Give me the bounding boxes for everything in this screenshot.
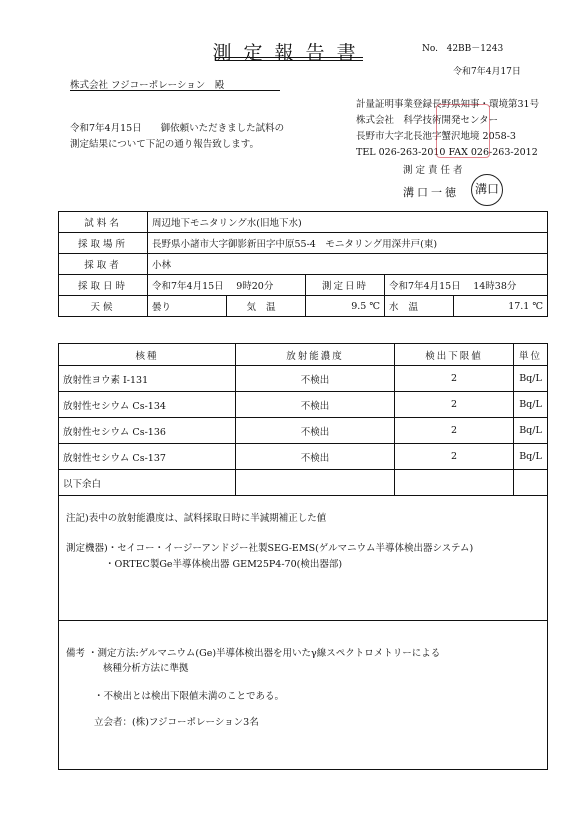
table-row <box>59 470 548 496</box>
company-name: 株式会社 科学技術開発センター <box>356 115 499 126</box>
water-temp-label: 水温 <box>385 296 454 317</box>
unit-cell: Bq/L <box>514 418 548 444</box>
sample-value: 周辺地下モニタリング水(旧地下水) <box>148 212 548 233</box>
measure-date-label: 測定日時 <box>306 275 385 296</box>
concentration-cell: 不検出 <box>236 392 395 418</box>
issue-date: 令和7年4月17日 <box>453 67 521 77</box>
column-header-unit: 単位 <box>514 344 548 366</box>
witness-line: 立会者：(株)フジコーポレーション3名 <box>94 717 259 728</box>
collector-value: 小林 <box>148 254 548 275</box>
limit-cell: 2 <box>395 444 514 470</box>
document-number-label: No. <box>422 44 438 54</box>
table-row <box>59 296 548 317</box>
limit-cell: 2 <box>395 418 514 444</box>
empty-cell <box>514 470 548 496</box>
client-name: 株式会社 フジコーポレーション 殿 <box>70 80 225 91</box>
company-phone: TEL 026-263-2010 FAX 026-263-2012 <box>356 147 538 158</box>
equipment-line: 測定機器)・セイコー・イージーアンドジー社製SEG-EMS(ゲルマニウム半導体検出器システム) <box>66 543 474 554</box>
nuclide-cell: 放射性セシウム Cs-137 <box>59 444 236 470</box>
responsible-label: 測定責任者 <box>403 165 466 176</box>
table-row <box>59 233 548 254</box>
intro-text <box>70 121 284 153</box>
unit-cell: Bq/L <box>514 392 548 418</box>
limit-cell: 2 <box>395 392 514 418</box>
nuclide-cell: 放射性ヨウ素 I-131 <box>59 366 236 392</box>
collection-date-label: 採取日時 <box>59 275 148 296</box>
results-table <box>58 343 548 496</box>
concentration-cell: 不検出 <box>236 366 395 392</box>
method-line: 核種分析方法に準拠 <box>103 663 189 674</box>
weather-label: 天候 <box>59 296 148 317</box>
document-number <box>422 41 503 54</box>
table-row <box>59 418 548 444</box>
document-number-value: 42BB－1243 <box>446 44 504 54</box>
column-header-limit: 検出下限値 <box>395 344 514 366</box>
table-row <box>59 254 548 275</box>
table-footer-text: 以下余白 <box>59 470 236 496</box>
empty-cell <box>395 470 514 496</box>
client-underline <box>70 90 280 91</box>
table-header-row <box>59 344 548 366</box>
concentration-cell: 不検出 <box>236 418 395 444</box>
limit-cell: 2 <box>395 366 514 392</box>
location-value: 長野県小諸市大字御影新田字中原55-4 モニタリング用深井戸(東) <box>148 233 548 254</box>
not-detected-note: ・不検出とは検出下限値未満のことである。 <box>94 691 285 702</box>
nuclide-cell: 放射性セシウム Cs-136 <box>59 418 236 444</box>
water-temp-value: 17.1 ℃ <box>454 296 548 317</box>
air-temp-label: 気温 <box>227 296 306 317</box>
collection-date-value: 令和7年4月15日 9時20分 <box>148 275 306 296</box>
table-row <box>59 366 548 392</box>
measure-date-value: 令和7年4月15日 14時38分 <box>385 275 548 296</box>
air-temp-value: 9.5 ℃ <box>306 296 385 317</box>
weather-value: 曇り <box>148 296 227 317</box>
nuclide-cell: 放射性セシウム Cs-134 <box>59 392 236 418</box>
title-underline <box>215 57 363 58</box>
concentration-cell: 不検出 <box>236 444 395 470</box>
sample-info-table <box>58 211 548 317</box>
title-underline <box>215 60 363 61</box>
intro-line: 令和7年4月15日 御依頼いただきました試料の <box>70 123 285 134</box>
equipment-line: ・ORTEC製Ge半導体検出器 GEM25P4-70(検出器部) <box>105 559 343 570</box>
table-row <box>59 212 548 233</box>
company-seal <box>436 104 490 158</box>
half-life-note: 注記)表中の放射能濃度は、試料採取日時に半減期補正した値 <box>66 513 327 524</box>
table-row <box>59 444 548 470</box>
unit-cell: Bq/L <box>514 444 548 470</box>
table-row <box>59 275 548 296</box>
location-label: 採取場所 <box>59 233 148 254</box>
empty-cell <box>236 470 395 496</box>
intro-line: 測定結果について下記の通り報告致します。 <box>70 139 260 150</box>
collector-label: 採取者 <box>59 254 148 275</box>
report-title: 測定報告書 <box>212 42 368 64</box>
column-header-nuclide: 核種 <box>59 344 236 366</box>
method-line: 備考 ・測定方法:ゲルマニウム(Ge)半導体検出器を用いたγ線スペクトロメトリーによる <box>66 648 441 659</box>
company-address: 長野市大字北長池字蟹沢地境 2058-3 <box>356 131 516 142</box>
responsible-name: 溝口一徳 <box>403 186 459 199</box>
sample-label: 試料名 <box>59 212 148 233</box>
column-header-concentration: 放射能濃度 <box>236 344 395 366</box>
personal-seal: 溝口 <box>471 174 503 206</box>
registration-line: 計量証明事業登録長野県知事・環境第31号 <box>356 99 540 110</box>
unit-cell: Bq/L <box>514 366 548 392</box>
table-row <box>59 392 548 418</box>
